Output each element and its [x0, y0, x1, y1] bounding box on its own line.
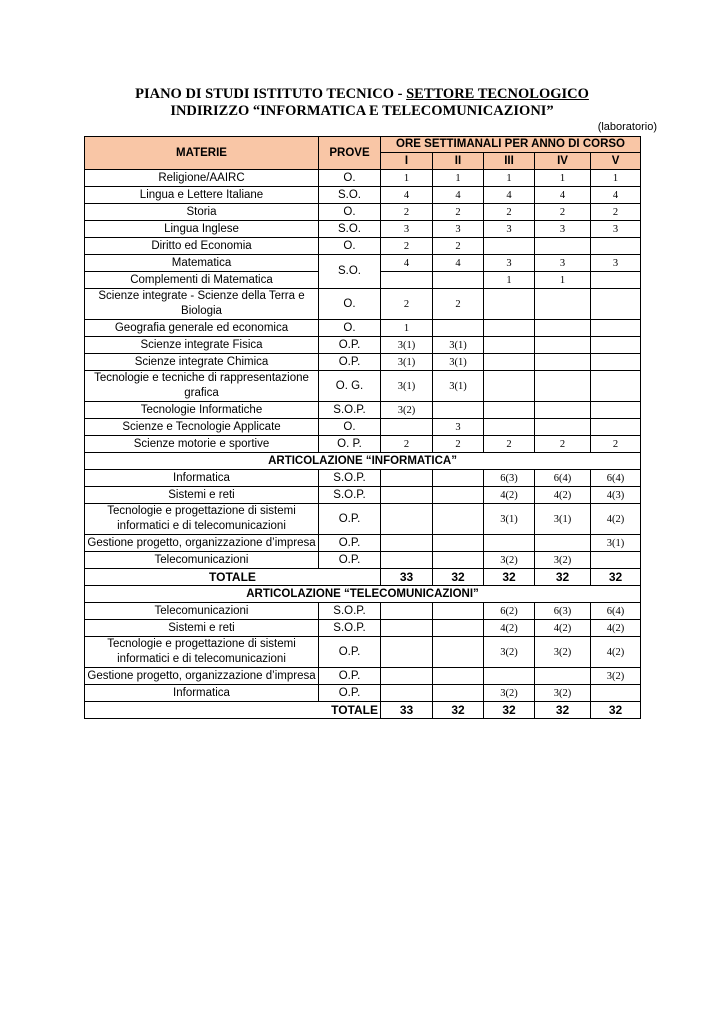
subject-cell: Telecomunicazioni	[85, 603, 319, 620]
hours-cell: 3(2)	[381, 402, 433, 419]
hours-cell: 2	[381, 289, 433, 320]
hours-cell: 3(1)	[381, 371, 433, 402]
subject-cell: Scienze integrate Chimica	[85, 354, 319, 371]
hours-cell	[381, 470, 433, 487]
prove-cell: O.P.	[319, 504, 381, 535]
hours-cell: 3(2)	[484, 685, 535, 702]
hours-cell: 6(4)	[535, 470, 591, 487]
hours-cell: 3(1)	[433, 337, 484, 354]
hours-cell: 3(2)	[484, 552, 535, 569]
prove-cell: O.P.	[319, 685, 381, 702]
subject-cell: Telecomunicazioni	[85, 552, 319, 569]
hours-cell	[535, 402, 591, 419]
table-row	[85, 402, 641, 419]
header-row-1	[85, 137, 641, 153]
section-title: ARTICOLAZIONE “TELECOMUNICAZIONI”	[85, 586, 641, 603]
table-row	[85, 504, 641, 535]
header-prove: PROVE	[319, 137, 381, 170]
total-value: 33	[381, 569, 433, 586]
hours-cell	[591, 685, 641, 702]
header-year: I	[381, 153, 433, 170]
prove-cell: O.	[319, 238, 381, 255]
hours-cell: 3(1)	[484, 504, 535, 535]
hours-cell: 4(2)	[591, 504, 641, 535]
hours-cell	[433, 668, 484, 685]
header-year: V	[591, 153, 641, 170]
prove-cell: S.O.	[319, 255, 381, 289]
total-value: 32	[433, 702, 484, 719]
subject-cell: Sistemi e reti	[85, 487, 319, 504]
title-underlined: SETTORE TECNOLOGICO	[406, 86, 589, 102]
total-row	[85, 702, 641, 719]
table-row	[85, 371, 641, 402]
total-value: 32	[591, 702, 641, 719]
hours-cell	[591, 552, 641, 569]
hours-cell: 1	[535, 272, 591, 289]
hours-cell: 4(2)	[535, 487, 591, 504]
hours-cell	[433, 320, 484, 337]
hours-cell	[433, 487, 484, 504]
hours-cell	[433, 535, 484, 552]
hours-cell	[591, 238, 641, 255]
hours-cell: 3(1)	[433, 371, 484, 402]
hours-cell: 4(2)	[591, 620, 641, 637]
prove-cell: O.P.	[319, 337, 381, 354]
prove-cell: S.O.P.	[319, 487, 381, 504]
hours-cell: 3(2)	[535, 637, 591, 668]
hours-cell	[484, 419, 535, 436]
hours-cell: 2	[484, 436, 535, 453]
hours-cell	[433, 402, 484, 419]
hours-cell	[535, 668, 591, 685]
prove-cell: O. P.	[319, 436, 381, 453]
table-row	[85, 668, 641, 685]
table-row	[85, 337, 641, 354]
hours-cell: 2	[433, 204, 484, 221]
prove-cell: O.P.	[319, 552, 381, 569]
hours-cell: 1	[535, 170, 591, 187]
table-row	[85, 470, 641, 487]
hours-cell: 3	[535, 221, 591, 238]
hours-cell: 4	[591, 187, 641, 204]
hours-cell: 1	[484, 272, 535, 289]
hours-cell: 3	[484, 221, 535, 238]
header-materie: MATERIE	[85, 137, 319, 170]
hours-cell: 6(2)	[484, 603, 535, 620]
table-row	[85, 603, 641, 620]
hours-cell: 3	[591, 255, 641, 272]
hours-cell: 1	[381, 320, 433, 337]
hours-cell	[535, 535, 591, 552]
hours-cell	[381, 272, 433, 289]
total-value: 32	[535, 702, 591, 719]
hours-cell	[381, 685, 433, 702]
subject-cell: Scienze e Tecnologie Applicate	[85, 419, 319, 436]
prove-cell: O.	[319, 289, 381, 320]
hours-cell: 3	[484, 255, 535, 272]
subject-cell: Informatica	[85, 685, 319, 702]
hours-cell: 6(4)	[591, 470, 641, 487]
hours-cell: 3(1)	[433, 354, 484, 371]
section-title: ARTICOLAZIONE “INFORMATICA”	[85, 453, 641, 470]
subject-cell: Matematica	[85, 255, 319, 272]
hours-cell: 4	[484, 187, 535, 204]
hours-cell: 3	[535, 255, 591, 272]
prove-cell: O.	[319, 204, 381, 221]
subject-cell: Lingua e Lettere Italiane	[85, 187, 319, 204]
hours-cell	[535, 238, 591, 255]
hours-cell: 2	[433, 289, 484, 320]
hours-cell: 4(3)	[591, 487, 641, 504]
total-row	[85, 569, 641, 586]
prove-cell: O. G.	[319, 371, 381, 402]
header-ore-settimanali: ORE SETTIMANALI PER ANNO DI CORSO	[381, 137, 641, 153]
hours-cell: 4(2)	[484, 487, 535, 504]
hours-cell	[433, 470, 484, 487]
prove-cell: S.O.	[319, 221, 381, 238]
hours-cell	[433, 685, 484, 702]
total-label: TOTALE	[85, 702, 381, 719]
hours-cell: 4	[535, 187, 591, 204]
prove-cell: S.O.P.	[319, 402, 381, 419]
hours-cell: 4(2)	[591, 637, 641, 668]
subject-cell: Informatica	[85, 470, 319, 487]
hours-cell: 2	[484, 204, 535, 221]
table-row	[85, 487, 641, 504]
hours-cell: 3(1)	[381, 337, 433, 354]
prove-cell: O.	[319, 320, 381, 337]
subject-cell: Religione/AAIRC	[85, 170, 319, 187]
table-row	[85, 552, 641, 569]
hours-cell: 2	[535, 204, 591, 221]
hours-cell: 3(2)	[591, 668, 641, 685]
hours-cell	[591, 419, 641, 436]
hours-cell	[484, 320, 535, 337]
table-row	[85, 354, 641, 371]
table-row	[85, 221, 641, 238]
hours-cell: 3(2)	[484, 637, 535, 668]
document-title-line2: INDIRIZZO “INFORMATICA E TELECOMUNICAZIONI”	[170, 103, 554, 119]
subject-cell: Scienze motorie e sportive	[85, 436, 319, 453]
table-row	[85, 204, 641, 221]
subject-cell: Tecnologie e progettazione di sistemi informatici e di telecomunicazioni	[85, 637, 319, 668]
hours-cell	[484, 354, 535, 371]
hours-cell: 4	[433, 187, 484, 204]
prove-cell: O.P.	[319, 535, 381, 552]
section-header-row	[85, 453, 641, 470]
table-row	[85, 436, 641, 453]
hours-cell	[591, 337, 641, 354]
table-row	[85, 320, 641, 337]
prove-cell: S.O.P.	[319, 620, 381, 637]
total-value: 32	[433, 569, 484, 586]
hours-cell	[381, 552, 433, 569]
hours-cell	[484, 337, 535, 354]
hours-cell: 2	[591, 436, 641, 453]
prove-cell: S.O.P.	[319, 470, 381, 487]
header-year: IV	[535, 153, 591, 170]
hours-cell: 2	[381, 204, 433, 221]
subject-cell: Scienze integrate - Scienze della Terra e Biologia	[85, 289, 319, 320]
subject-cell: Sistemi e reti	[85, 620, 319, 637]
hours-cell: 6(3)	[535, 603, 591, 620]
hours-cell	[381, 637, 433, 668]
hours-cell	[433, 272, 484, 289]
hours-cell	[591, 354, 641, 371]
hours-cell: 3(1)	[591, 535, 641, 552]
hours-cell	[535, 354, 591, 371]
hours-cell: 3	[381, 221, 433, 238]
hours-cell: 2	[433, 238, 484, 255]
hours-cell: 3	[591, 221, 641, 238]
hours-cell: 1	[484, 170, 535, 187]
hours-cell: 4(2)	[484, 620, 535, 637]
table-row	[85, 255, 641, 272]
hours-cell	[381, 535, 433, 552]
hours-cell: 4	[381, 187, 433, 204]
subject-cell: Scienze integrate Fisica	[85, 337, 319, 354]
table-row	[85, 187, 641, 204]
subject-cell: Tecnologie e tecniche di rappresentazione grafica	[85, 371, 319, 402]
hours-cell	[484, 289, 535, 320]
table-row	[85, 637, 641, 668]
hours-cell	[433, 504, 484, 535]
hours-cell	[591, 402, 641, 419]
hours-cell: 4(2)	[535, 620, 591, 637]
prove-cell: O.	[319, 170, 381, 187]
table-body	[85, 137, 641, 719]
hours-cell	[381, 487, 433, 504]
hours-cell: 4	[381, 255, 433, 272]
document-title-line1	[84, 86, 640, 103]
hours-cell: 2	[433, 436, 484, 453]
prove-cell: O.	[319, 419, 381, 436]
hours-cell: 3(2)	[535, 685, 591, 702]
prove-cell: S.O.	[319, 187, 381, 204]
prove-cell: O.P.	[319, 668, 381, 685]
total-value: 32	[535, 569, 591, 586]
title-plain: PIANO DI STUDI ISTITUTO TECNICO -	[135, 86, 407, 102]
hours-cell: 2	[381, 436, 433, 453]
hours-cell	[484, 668, 535, 685]
hours-cell	[591, 289, 641, 320]
hours-cell	[433, 637, 484, 668]
hours-cell: 2	[591, 204, 641, 221]
section-header-row	[85, 586, 641, 603]
prove-cell: S.O.P.	[319, 603, 381, 620]
hours-cell	[535, 289, 591, 320]
hours-cell	[381, 668, 433, 685]
table-row	[85, 535, 641, 552]
hours-cell	[484, 535, 535, 552]
subject-cell: Storia	[85, 204, 319, 221]
subject-cell: Gestione progetto, organizzazione d’impresa	[85, 535, 319, 552]
total-value: 32	[484, 569, 535, 586]
subject-cell: Diritto ed Economia	[85, 238, 319, 255]
hours-cell: 2	[535, 436, 591, 453]
hours-cell: 3	[433, 221, 484, 238]
subject-cell: Geografia generale ed economica	[85, 320, 319, 337]
total-label: TOTALE	[85, 569, 381, 586]
table-row	[85, 289, 641, 320]
hours-cell	[535, 320, 591, 337]
table-row	[85, 620, 641, 637]
total-value: 32	[484, 702, 535, 719]
hours-cell	[535, 419, 591, 436]
hours-cell	[535, 371, 591, 402]
hours-cell: 3(2)	[535, 552, 591, 569]
hours-cell: 3(1)	[381, 354, 433, 371]
hours-cell	[433, 620, 484, 637]
total-value: 33	[381, 702, 433, 719]
hours-cell: 1	[433, 170, 484, 187]
header-year: III	[484, 153, 535, 170]
subject-cell: Complementi di Matematica	[85, 272, 319, 289]
prove-cell: O.P.	[319, 637, 381, 668]
table-row	[85, 238, 641, 255]
hours-cell	[535, 337, 591, 354]
hours-cell: 2	[381, 238, 433, 255]
hours-cell	[484, 238, 535, 255]
hours-cell	[484, 371, 535, 402]
hours-cell	[591, 272, 641, 289]
subject-cell: Tecnologie e progettazione di sistemi informatici e di telecomunicazioni	[85, 504, 319, 535]
hours-cell: 6(4)	[591, 603, 641, 620]
hours-cell: 1	[381, 170, 433, 187]
hours-cell: 6(3)	[484, 470, 535, 487]
table-row	[85, 685, 641, 702]
hours-cell	[484, 402, 535, 419]
hours-cell	[591, 320, 641, 337]
hours-cell	[381, 419, 433, 436]
hours-cell: 4	[433, 255, 484, 272]
hours-cell: 1	[591, 170, 641, 187]
hours-cell	[433, 552, 484, 569]
hours-cell	[381, 603, 433, 620]
laboratorio-note: (laboratorio)	[597, 121, 657, 133]
subject-cell: Tecnologie Informatiche	[85, 402, 319, 419]
hours-cell: 3(1)	[535, 504, 591, 535]
hours-cell	[381, 504, 433, 535]
hours-cell	[381, 620, 433, 637]
hours-cell	[591, 371, 641, 402]
table-row	[85, 170, 641, 187]
header-year: II	[433, 153, 484, 170]
table-row	[85, 419, 641, 436]
total-value: 32	[591, 569, 641, 586]
hours-cell	[433, 603, 484, 620]
subject-cell: Lingua Inglese	[85, 221, 319, 238]
prove-cell: O.P.	[319, 354, 381, 371]
subject-cell: Gestione progetto, organizzazione d’impresa	[85, 668, 319, 685]
hours-cell: 3	[433, 419, 484, 436]
study-plan-table	[84, 136, 641, 719]
